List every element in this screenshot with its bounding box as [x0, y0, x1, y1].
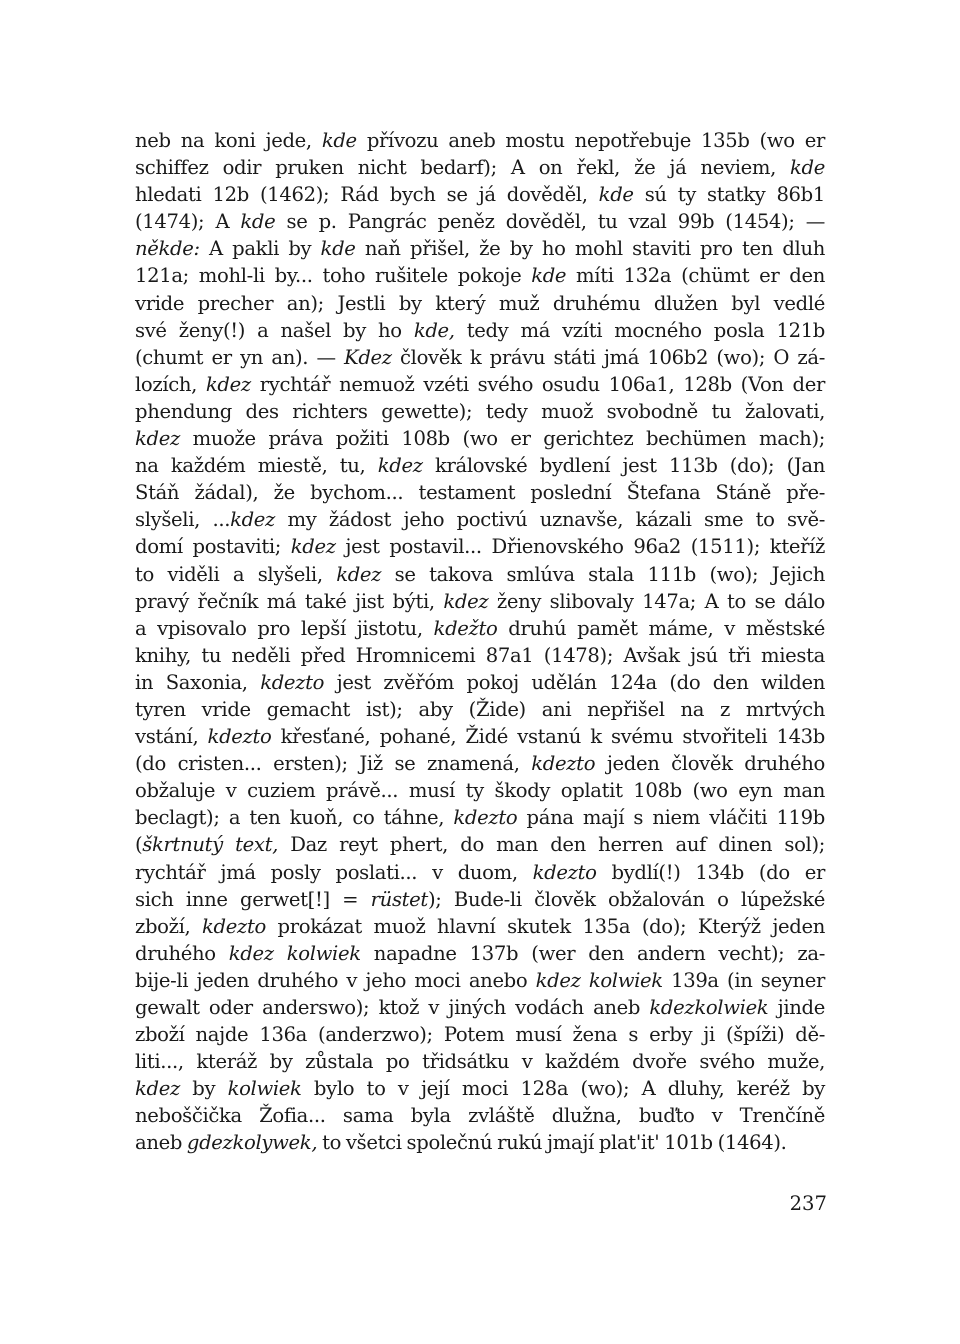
text-line: [135, 1075, 825, 1102]
text-run: jest postavil... Dřienovského 96a2 (1511); kteříž: [335, 535, 825, 559]
text-run: naň přišel, že by ho mohl staviti pro ten dluh: [355, 237, 825, 261]
text-run: slyšeli, ...: [135, 508, 231, 532]
italic-term: kolwiek: [227, 1077, 302, 1101]
text-run: (do cristen... ersten); Již se znamená,: [135, 752, 532, 776]
italic-term: kdez: [135, 427, 180, 451]
italic-term: kdezto: [260, 670, 325, 694]
text-run: domí postaviti;: [135, 535, 291, 559]
text-run: Daz reyt phert, do man den herren auf dinen sol);: [277, 833, 825, 857]
italic-term: kdez: [443, 589, 489, 613]
italic-term: kde,: [413, 318, 455, 342]
text-line: [135, 696, 825, 723]
text-line: [135, 127, 825, 154]
text-line: [135, 1129, 825, 1156]
text-line: [135, 831, 825, 858]
text-run: tedy má vzíti mocného posla 121b: [454, 318, 825, 342]
text-run: na každém miestě, tu,: [135, 454, 378, 478]
text-run: druhého: [135, 941, 229, 965]
text-run: jeden člověk druhého: [595, 752, 825, 776]
text-line: [135, 615, 825, 642]
text-run: a vpisovalo pro lepší jistotu,: [135, 616, 434, 640]
italic-term: rüstet: [370, 887, 428, 911]
text-run: gewalt oder anderswo); ktož v jiných vodách aneb: [135, 996, 650, 1019]
text-run: tyren vride gemacht ist); aby (Žide) ani nepřišel na z mrtvých: [135, 697, 825, 721]
text-line: [135, 181, 825, 208]
text-run: vstání,: [135, 725, 208, 749]
italic-term: kdez: [230, 508, 276, 532]
text-line: [135, 588, 825, 615]
text-run: nebоščička Žofia... sama byla zvláště dlužna, buďto v Trenčíně: [135, 1104, 825, 1128]
text-line: [135, 371, 825, 398]
text-run: napadne 137b (wer den andern vecht); za-: [360, 941, 825, 965]
text-run: křesťané, pohané, Židé vstanú k svému stvořiteli 143b: [271, 725, 825, 749]
text-line: [135, 208, 825, 235]
italic-term: kdezkolwiek: [649, 996, 769, 1019]
text-run: in Saxonia,: [135, 670, 261, 694]
text-run: bije-li jeden druhého v jeho moci anebo: [135, 968, 536, 992]
text-line: [135, 1102, 825, 1129]
text-line: [135, 1021, 825, 1048]
text-line: [135, 804, 825, 831]
text-run: hledati 12b (1462); Rád bych se já dověděl,: [135, 183, 599, 207]
text-run: vride precher an); Jestli by který muž druhému dlužen byl vedlé: [135, 291, 825, 315]
text-run: by: [179, 1077, 228, 1101]
text-run: schiffez odir pruken nicht bedarf); A on řekl, že já neviem,: [135, 156, 791, 180]
text-run: zboží najde 136a (anderzwo); Potem musí žena s erby ji (špíži) dě-: [135, 1023, 825, 1047]
italic-term: kde: [790, 156, 825, 180]
italic-term: kdez kolwiek: [535, 968, 663, 992]
text-line: [135, 154, 825, 181]
text-line: [135, 533, 825, 560]
text-line: [135, 642, 825, 669]
text-line: [135, 859, 825, 886]
text-line: [135, 723, 825, 750]
text-run: knihy, tu neděli před Hromnicemi 87a1 (1478); Avšak jsú tři miesta: [135, 643, 825, 667]
text-line: [135, 669, 825, 696]
text-run: lozích,: [135, 372, 206, 396]
italic-term: škrtnutý text,: [142, 833, 278, 857]
italic-term: kdez kolwiek: [228, 941, 361, 965]
text-run: (1474); A: [135, 210, 241, 234]
italic-term: kdežto: [433, 616, 498, 640]
text-run: phendung des richters gewette); tedy muož svobodně tu žalovati,: [135, 399, 825, 423]
italic-term: kde: [531, 264, 567, 288]
text-run: bydlí(!) 134b (do er: [596, 860, 825, 884]
text-run: (chumt er yn an). —: [135, 345, 345, 369]
italic-term: Kdez: [344, 345, 392, 369]
text-line: [135, 506, 825, 533]
text-run: 121a; mohl-li by... toho rušitele pokoje: [135, 264, 532, 288]
text-run: královské bydlení jest 113b (do); (Jan: [422, 454, 825, 478]
text-run: míti 132a (chümt er den: [566, 264, 825, 288]
italic-term: někde:: [135, 237, 200, 261]
text-line: [135, 262, 825, 289]
text-run: obžaluje v cuziem právě... musí ty škody oplatit 108b (wo eyn man: [135, 779, 825, 803]
text-line: [135, 1048, 825, 1075]
text-run: liti..., kteráž by zůstala po třidsátku v každém dvoře svého muže,: [135, 1050, 825, 1074]
text-line: [135, 425, 825, 452]
italic-term: kdez: [336, 562, 382, 586]
text-run: aneb: [135, 1131, 187, 1155]
text-run: pravý řečník má také jist býti,: [135, 589, 444, 613]
italic-term: kdezto: [207, 725, 272, 749]
italic-term: kdez: [205, 372, 251, 396]
text-run: ); Bude-li člověk obžalován o lúpežské: [427, 887, 825, 911]
text-line: [135, 940, 825, 967]
text-line: [135, 561, 825, 588]
text-line: [135, 317, 825, 344]
text-run: sú ty statky 86b1: [633, 183, 825, 207]
text-run: beclagt); a ten kuoň, co táhne,: [135, 806, 454, 830]
text-line: [135, 235, 825, 262]
text-run: sich inne gerwet[!] =: [135, 887, 371, 911]
text-run: zboží,: [135, 914, 203, 938]
italic-term: kdez: [377, 454, 423, 478]
text-run: A pakli by: [199, 237, 321, 261]
body-text: [135, 127, 825, 1157]
italic-term: kde: [598, 183, 634, 207]
text-run: to viděli a slyšeli,: [135, 562, 337, 586]
text-run: rychtář jmá posly poslati... v duom,: [135, 860, 533, 884]
text-line: [135, 913, 825, 940]
text-line: [135, 398, 825, 425]
text-run: se p. Pangrác peněz dověděl, tu vzal 99b (1454); —: [275, 210, 825, 234]
text-line: [135, 452, 825, 479]
text-run: to všetci společnú rukú jmají plat'it' 101b (1464).: [317, 1131, 787, 1155]
text-line: [135, 777, 825, 804]
italic-term: kde: [321, 129, 357, 152]
text-run: Stáň žádal), že bychom... testament poslední Štefana Stáně pře-: [135, 481, 825, 505]
italic-term: kdezto: [532, 860, 597, 884]
text-run: přívozu aneb mostu nepotřebuje 135b (wo er: [356, 129, 826, 152]
text-run: my žádost jeho poctivú uznavše, kázali sme to svě-: [275, 508, 825, 532]
text-line: [135, 344, 825, 371]
text-run: rychtář nemuož vzéti svého osudu 106a1, 128b (Von der: [250, 372, 825, 396]
text-run: druhú pamět máme, v městské: [497, 616, 825, 640]
italic-term: kdez: [135, 1077, 180, 1101]
text-run: ženy slibovaly 147a; A to se dálo: [488, 589, 825, 613]
italic-term: kdezto: [531, 752, 596, 776]
text-run: (: [135, 833, 143, 857]
text-line: [135, 479, 825, 506]
text-run: se takova smlúva stala 111b (wo); Jejich: [381, 562, 825, 586]
italic-term: kde: [320, 237, 356, 261]
text-line: [135, 886, 825, 913]
italic-term: kde: [240, 210, 276, 234]
page-number: 237: [789, 1192, 827, 1215]
text-run: neb na koni jede,: [135, 129, 322, 152]
text-run: své ženy(!) a našel by ho: [135, 318, 414, 342]
text-run: jest zvěřóm pokoj udělán 124a (do den wilden: [324, 670, 826, 694]
text-run: bylo to v její moci 128a (wo); A dluhy, keréž by: [301, 1077, 825, 1101]
text-run: pána mají s niem vláčiti 119b: [517, 806, 825, 830]
text-run: člověk k právu státi jmá 106b2 (wo); O zá-: [391, 345, 825, 369]
italic-term: gdezkolywek,: [186, 1131, 318, 1155]
text-line: [135, 750, 825, 777]
text-run: 139a (in seyner: [662, 968, 825, 992]
italic-term: kdezto: [202, 914, 266, 938]
text-line: [135, 290, 825, 317]
text-line: [135, 967, 825, 994]
text-run: muože práva požiti 108b (wo er gerichtez bechümen mach);: [179, 427, 825, 451]
italic-term: kdez: [290, 535, 336, 559]
text-run: jinde: [768, 996, 825, 1019]
text-run: prokázat muož hlavní skutek 135a (do); Kterýž jeden: [265, 914, 825, 938]
italic-term: kdezto: [453, 806, 518, 830]
text-line: [135, 994, 825, 1021]
